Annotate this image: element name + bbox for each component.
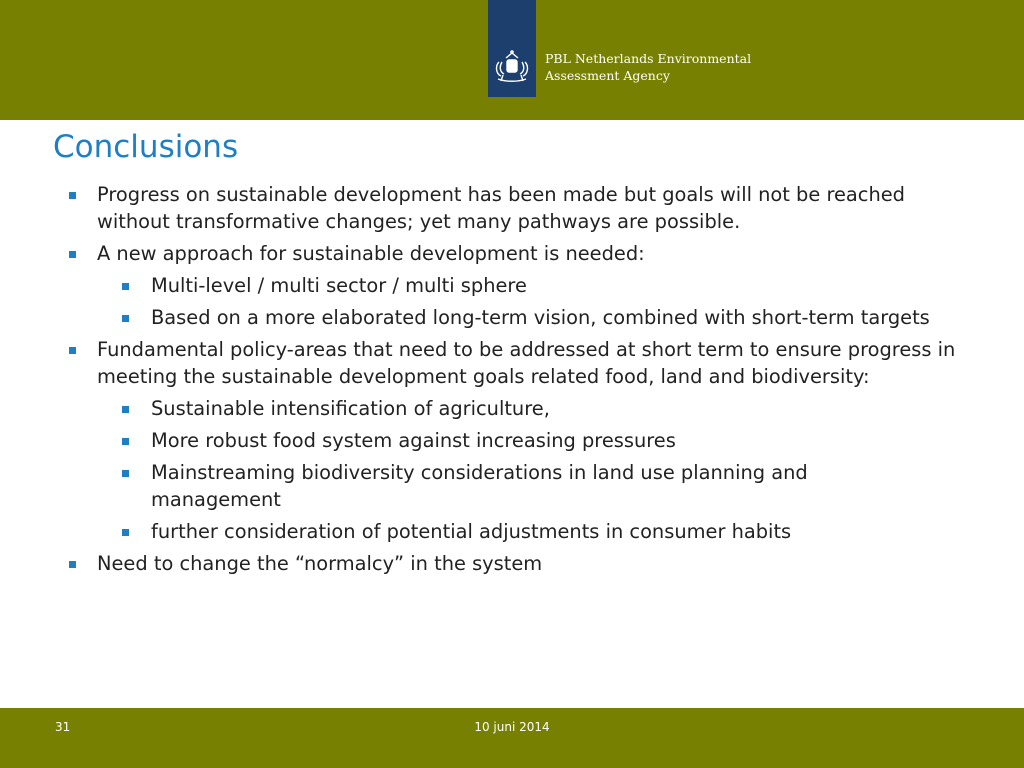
bullet-item [0, 336, 967, 390]
bullet-item [0, 240, 967, 267]
sub-bullet-item [0, 459, 941, 513]
bullet-item [0, 181, 967, 235]
square-bullet-icon [122, 406, 129, 413]
sub-bullet-item [0, 518, 941, 545]
bullet-list [0, 181, 1024, 582]
bullet-text: Progress on sustainable development has been made but goals will not be reached without transformative changes; yet many pathways are possible. [97, 183, 905, 233]
organization-name [545, 50, 751, 84]
square-bullet-icon [122, 529, 129, 536]
bullet-text: More robust food system against increasing pressures [151, 429, 676, 452]
sub-bullet-item [0, 304, 941, 331]
square-bullet-icon [122, 283, 129, 290]
sub-bullet-item [0, 427, 941, 454]
square-bullet-icon [69, 347, 76, 354]
bullet-text: Need to change the “normalcy” in the system [97, 552, 543, 575]
bullet-item [0, 550, 967, 577]
organization-name-line2: Assessment Agency [545, 68, 670, 83]
bullet-text: Multi-level / multi sector / multi sphere [151, 274, 527, 297]
bullet-text: Mainstreaming biodiversity considerations in land use planning and management [151, 461, 808, 511]
square-bullet-icon [69, 251, 76, 258]
square-bullet-icon [69, 561, 76, 568]
slide-title: Conclusions [53, 129, 239, 165]
bullet-text: A new approach for sustainable development is needed: [97, 242, 645, 265]
sub-bullet-item [0, 272, 941, 299]
slide-date: 10 juni 2014 [474, 720, 550, 734]
bullet-text: Based on a more elaborated long-term vision, combined with short-term targets [151, 306, 930, 329]
organization-name-line1: PBL Netherlands Environmental [545, 51, 752, 66]
square-bullet-icon [122, 438, 129, 445]
bullet-text: Fundamental policy-areas that need to be addressed at short term to ensure progress in meeting the sustainable development goals related food, land and biodiversity: [97, 338, 956, 388]
square-bullet-icon [122, 470, 129, 477]
bullet-text: Sustainable intensification of agriculture, [151, 397, 550, 420]
royal-coat-of-arms-icon [490, 48, 534, 86]
slide-number: 31 [55, 720, 71, 734]
logo-block [488, 0, 536, 97]
square-bullet-icon [69, 192, 76, 199]
bullet-text: further consideration of potential adjustments in consumer habits [151, 520, 792, 543]
sub-bullet-item [0, 395, 941, 422]
footer-band [0, 708, 1024, 768]
square-bullet-icon [122, 315, 129, 322]
